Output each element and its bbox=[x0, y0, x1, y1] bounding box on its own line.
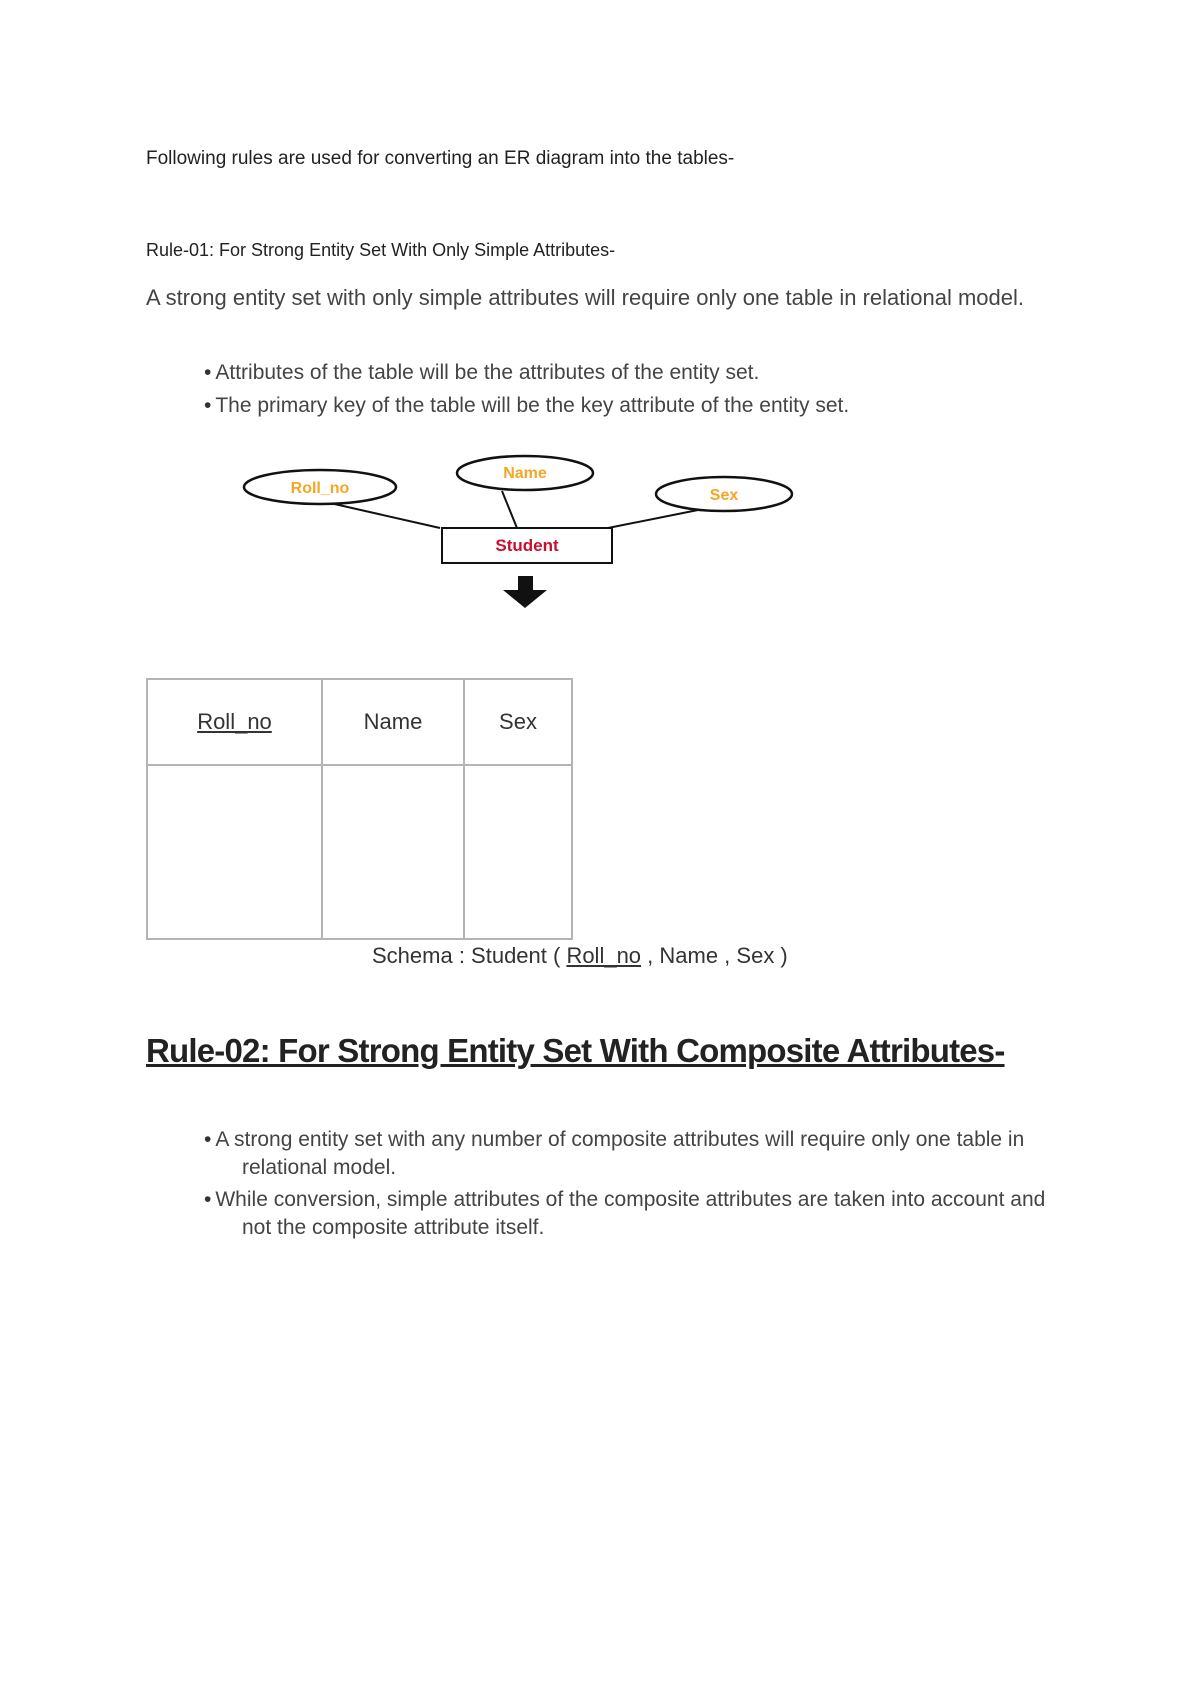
list-item: • Attributes of the table will be the attributes of the entity set. bbox=[204, 356, 1004, 389]
rule-01-title: Rule-01: For Strong Entity Set With Only Simple Attributes- bbox=[146, 240, 616, 260]
schema-key: Roll_no bbox=[566, 943, 642, 968]
list-item: • A strong entity set with any number of composite attributes will require only one table in relational model. bbox=[204, 1126, 1064, 1182]
list-item: • The primary key of the table will be the key attribute of the entity set. bbox=[204, 389, 1004, 422]
rule-01-bullet-list bbox=[204, 356, 1004, 422]
attribute-label-roll-no: Roll_no bbox=[290, 480, 350, 497]
rule-02-bullet-list bbox=[204, 1126, 1064, 1246]
connector-name bbox=[502, 491, 517, 528]
table-header-name: Name bbox=[322, 679, 464, 765]
table-header-roll-no: Roll_no bbox=[147, 679, 322, 765]
intro-text: Following rules are used for converting an ER diagram into the tables- bbox=[146, 148, 735, 169]
schema-text: Schema : Student ( Roll_no , Name , Sex ) bbox=[372, 943, 788, 968]
er-diagram bbox=[0, 440, 1200, 610]
table-cell bbox=[322, 765, 464, 939]
attribute-label-name: Name bbox=[503, 465, 547, 482]
connector-roll-no bbox=[330, 503, 440, 528]
rule-02-heading: Rule-02: For Strong Entity Set With Composite Attributes- bbox=[146, 1032, 1005, 1069]
entity-label-student: Student bbox=[495, 536, 559, 555]
student-table bbox=[146, 678, 573, 940]
list-item: • While conversion, simple attributes of the composite attributes are taken into account and not the composite attribute itself. bbox=[204, 1186, 1064, 1242]
connector-sex bbox=[608, 510, 698, 528]
attribute-label-sex: Sex bbox=[709, 487, 739, 504]
table-header-sex: Sex bbox=[464, 679, 572, 765]
table-cell bbox=[464, 765, 572, 939]
rule-01-paragraph: A strong entity set with only simple attributes will require only one table in relational model. bbox=[146, 285, 1025, 310]
down-arrow-icon bbox=[503, 576, 547, 608]
table-cell bbox=[147, 765, 322, 939]
